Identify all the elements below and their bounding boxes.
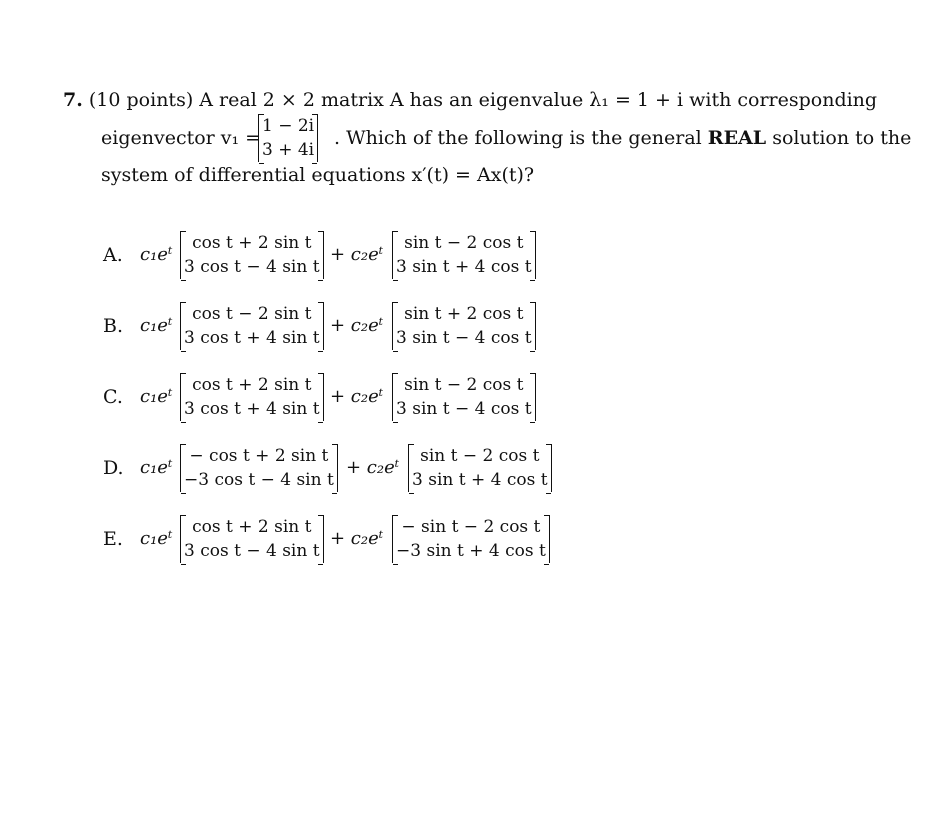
choice-matrix-2 (392, 302, 536, 350)
choice-label: E. (103, 528, 123, 550)
coef-c2: + c₂eᵗ (330, 386, 384, 407)
matrix-entry: 3 cos t − 4 sin t (184, 541, 320, 561)
matrix-entry: 3 sin t − 4 cos t (396, 399, 532, 419)
coef-c1: c₁eᵗ (140, 457, 173, 478)
matrix-entry: 3 sin t + 4 cos t (412, 470, 548, 490)
choice-matrix-2 (408, 444, 552, 492)
matrix-entry: − cos t + 2 sin t (189, 446, 329, 466)
eigenvector-matrix (258, 114, 318, 162)
question-text-2-after-a: . Which of the following is the general (334, 127, 708, 149)
choice-matrix-2 (392, 515, 550, 563)
question-text-2-after-b: solution to the (766, 127, 912, 149)
matrix-entry: 3 cos t + 4 sin t (184, 399, 320, 419)
question-line-3 (101, 163, 534, 187)
question-text-2-bold: REAL (707, 127, 767, 149)
matrix-entry: cos t + 2 sin t (192, 517, 312, 537)
coef-c1: c₁eᵗ (140, 386, 173, 407)
choice-matrix-2 (392, 373, 536, 421)
eigenvector-entry-2: 3 + 4i (262, 140, 315, 160)
matrix-entry: sin t + 2 cos t (404, 304, 524, 324)
matrix-entry: 3 cos t − 4 sin t (184, 257, 320, 277)
coef-c2: + c₂eᵗ (346, 457, 400, 478)
choice-matrix-1 (180, 373, 324, 421)
matrix-entry: −3 cos t − 4 sin t (184, 470, 334, 490)
choice-matrix-2 (392, 231, 536, 279)
matrix-entry: 3 cos t + 4 sin t (184, 328, 320, 348)
matrix-entry: 3 sin t − 4 cos t (396, 328, 532, 348)
question-line-1 (63, 88, 877, 112)
matrix-entry: − sin t − 2 cos t (401, 517, 541, 537)
choice-matrix-1 (180, 515, 324, 563)
choice-label: D. (103, 457, 124, 479)
coef-c2: + c₂eᵗ (330, 244, 384, 265)
choice-label: B. (103, 315, 124, 337)
matrix-entry: cos t + 2 sin t (192, 375, 312, 395)
question-text-2-before: eigenvector v₁ = (101, 127, 262, 149)
coef-c1: c₁eᵗ (140, 528, 173, 549)
matrix-entry: sin t − 2 cos t (404, 233, 524, 253)
coef-c1: c₁eᵗ (140, 244, 173, 265)
choice-matrix-1 (180, 231, 324, 279)
matrix-entry: cos t + 2 sin t (192, 233, 312, 253)
choice-label: A. (103, 244, 123, 266)
matrix-entry: sin t − 2 cos t (420, 446, 540, 466)
choice-label: C. (103, 386, 123, 408)
coef-c1: c₁eᵗ (140, 315, 173, 336)
coef-c2: + c₂eᵗ (330, 528, 384, 549)
coef-c2: + c₂eᵗ (330, 315, 384, 336)
choice-matrix-1 (180, 302, 324, 350)
choice-matrix-1 (180, 444, 338, 492)
question-text-3: system of differential equations x′(t) = Ax(t)? (101, 164, 535, 186)
matrix-entry: sin t − 2 cos t (404, 375, 524, 395)
question-line-2-rest (334, 126, 911, 150)
question-text-1: (10 points) A real 2 × 2 matrix A has an eigenvalue λ₁ = 1 + i with corresponding (88, 89, 878, 111)
matrix-entry: cos t − 2 sin t (192, 304, 312, 324)
matrix-entry: −3 sin t + 4 cos t (396, 541, 546, 561)
eigenvector-entry-1: 1 − 2i (262, 116, 315, 136)
question-number: 7. (63, 89, 83, 111)
question-line-2 (101, 126, 261, 150)
matrix-entry: 3 sin t + 4 cos t (396, 257, 532, 277)
